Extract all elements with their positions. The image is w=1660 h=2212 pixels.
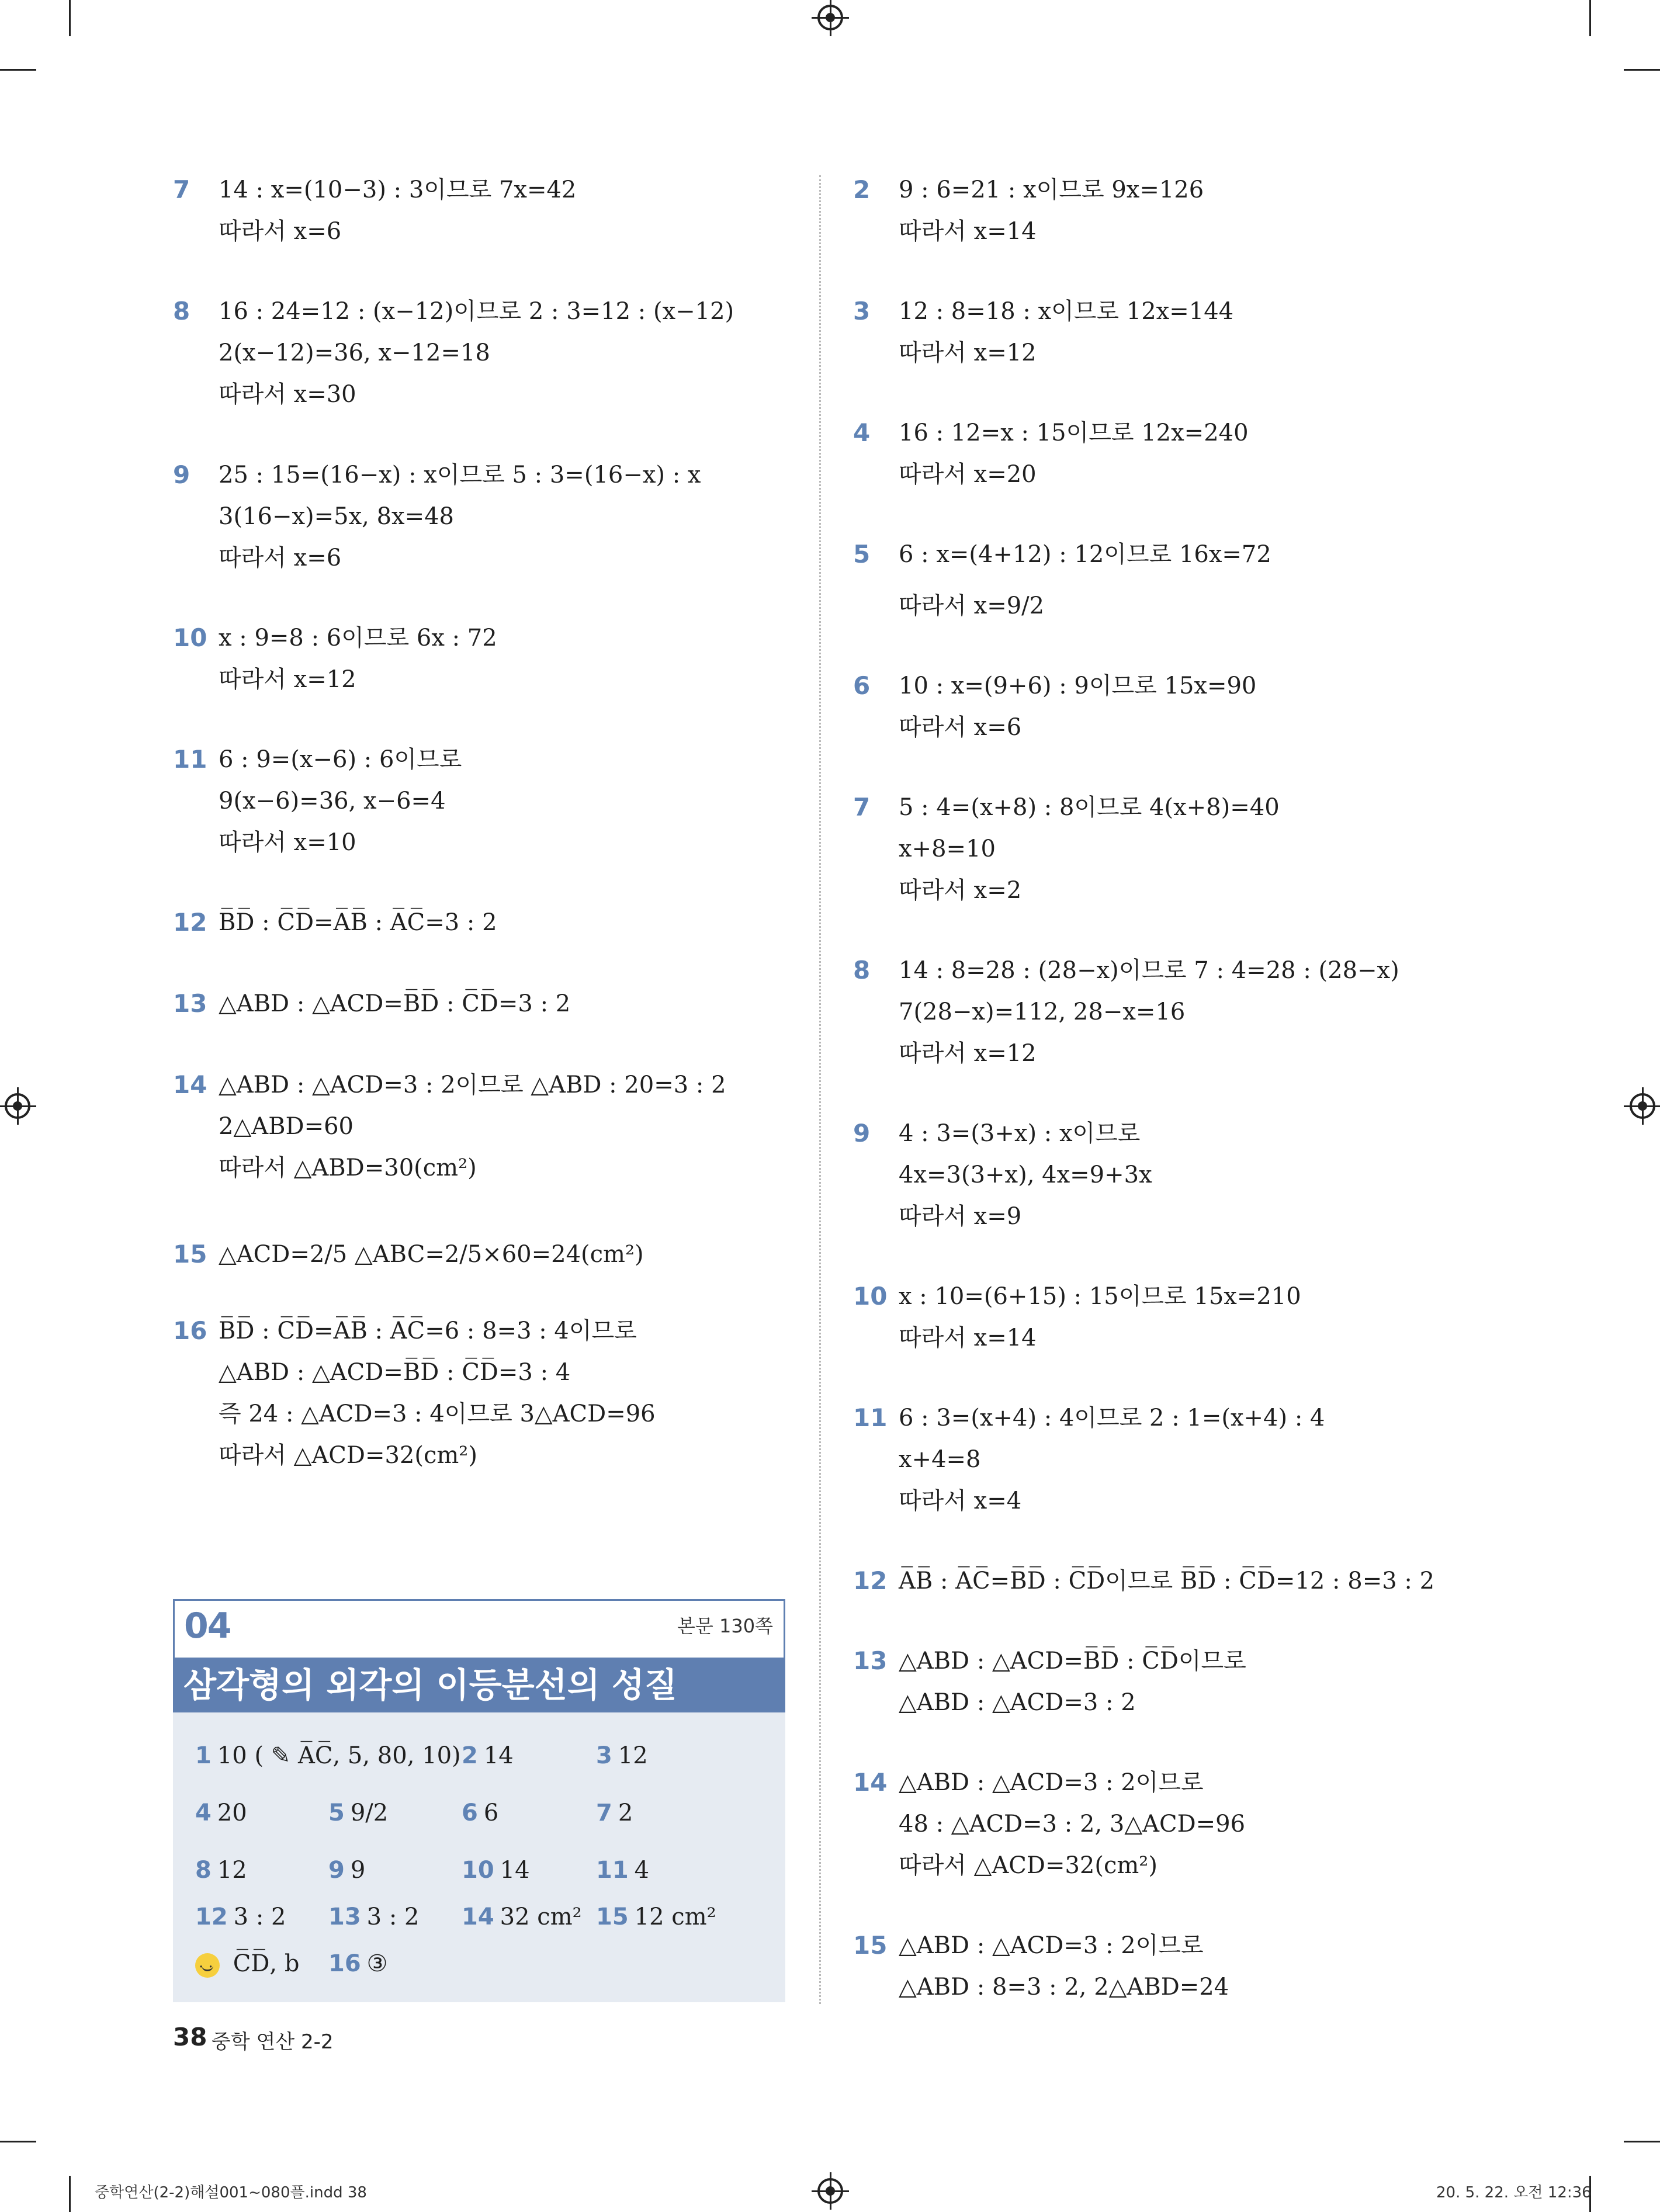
- solution-line: 14 : 8=28 : (28−x)이므로 7 : 4=28 : (28−x): [899, 957, 1399, 984]
- item-number: 13: [173, 989, 207, 1018]
- registration-mark-icon: [817, 2178, 843, 2204]
- item-number: 11: [853, 1403, 888, 1432]
- section-title: 삼각형의 외각의 이등분선의 성질: [173, 1658, 785, 1712]
- registration-mark-icon: [817, 5, 843, 30]
- answer-cell: [195, 1738, 461, 1773]
- answer-cell: [596, 1899, 716, 1934]
- solution-line: 6 : x=(4+12) : 12이므로 16x=72: [899, 541, 1271, 568]
- solution-item: [173, 739, 798, 864]
- section-header: [173, 1599, 785, 1658]
- answer-number: 4: [195, 1800, 212, 1826]
- solution-line: B̅D̅ : C̅D̅=A̅B̅ : A̅C̅=3 : 2: [219, 909, 497, 936]
- answer-value: 12: [217, 1857, 247, 1884]
- answer-number: 15: [596, 1904, 629, 1930]
- answer-number: 1: [195, 1742, 212, 1769]
- print-slug-datetime: 20. 5. 22. 오전 12:36: [1436, 2184, 1592, 2201]
- solution-item: [853, 534, 1490, 636]
- solution-item: [853, 1641, 1490, 1724]
- item-number: 10: [173, 623, 207, 652]
- solution-item: [853, 665, 1490, 748]
- solution-item: [173, 455, 798, 579]
- answer-value: 9/2: [350, 1800, 389, 1826]
- solution-line: △ACD=2/5 △ABC=2/5×60=24(cm²): [219, 1241, 644, 1268]
- answer-value: 10 ( ✎ A̅C̅, 5, 80, 10): [217, 1742, 461, 1769]
- solution-line: △ABD : △ACD=3 : 2이므로 △ABD : 20=3 : 2: [219, 1072, 726, 1098]
- item-number: 14: [853, 1768, 888, 1797]
- solution-line: 따라서 x=4: [899, 1488, 1022, 1514]
- answer-value: 3 : 2: [233, 1904, 286, 1930]
- solution-line: △ABD : △ACD=3 : 2: [899, 1689, 1136, 1716]
- solution-line: 따라서 x=20: [899, 461, 1037, 488]
- smiley-icon: [195, 1953, 220, 1978]
- answer-cell: [462, 1899, 582, 1934]
- solution-line: △ABD : △ACD=B̅D̅ : C̅D̅=3 : 4: [219, 1359, 571, 1386]
- answer-cell: [596, 1738, 648, 1773]
- item-number: 8: [853, 956, 871, 984]
- solution-line: 4 : 3=(3+x) : x이므로: [899, 1120, 1141, 1147]
- item-number: 13: [853, 1646, 888, 1675]
- answer-value: 4: [634, 1857, 650, 1884]
- answer-row: [195, 1899, 785, 1946]
- solution-line: x : 9=8 : 6이므로 6x : 72: [219, 625, 497, 651]
- answer-cell: [462, 1853, 530, 1888]
- answer-value: 2: [618, 1800, 633, 1826]
- section-answer-box: [173, 1599, 785, 2002]
- answer-cell: [328, 1946, 388, 1981]
- answer-number: 2: [462, 1742, 478, 1769]
- item-number: 8: [173, 297, 190, 325]
- solution-line: 3(16−x)=5x, 8x=48: [219, 503, 455, 530]
- solution-line: A̅B̅ : A̅C̅=B̅D̅ : C̅D̅이므로 B̅D̅ : C̅D̅=12 : 8=3 : 2: [899, 1568, 1435, 1594]
- solution-item: [173, 618, 798, 701]
- solution-line: 따라서 x=2: [899, 877, 1022, 904]
- solution-line: x+8=10: [899, 835, 996, 862]
- solution-item: [853, 1113, 1490, 1237]
- solution-line: 7(28−x)=112, 28−x=16: [899, 998, 1186, 1025]
- solution-line: △ABD : △ACD=3 : 2이므로: [899, 1769, 1204, 1796]
- item-number: 12: [173, 908, 207, 937]
- answer-value: 3 : 2: [366, 1904, 420, 1930]
- item-number: 16: [173, 1316, 207, 1345]
- solution-item: [173, 291, 798, 415]
- answer-cell: [328, 1899, 419, 1934]
- answer-cell: [195, 1946, 299, 1981]
- solution-item: [173, 169, 798, 252]
- solution-item: [853, 1398, 1490, 1522]
- item-number: 9: [853, 1119, 871, 1147]
- answer-value: 20: [217, 1800, 247, 1826]
- item-number: 15: [853, 1931, 888, 1960]
- answer-cell: [328, 1795, 388, 1830]
- answer-value: 14: [500, 1857, 530, 1884]
- solution-line: △ABD : △ACD=B̅D̅ : C̅D̅=3 : 2: [219, 990, 571, 1017]
- solution-line: 9 : 6=21 : x이므로 9x=126: [899, 176, 1204, 203]
- answer-value: 12: [618, 1742, 648, 1769]
- solution-line: 따라서 x=30: [219, 381, 356, 408]
- answer-grid: [173, 1712, 785, 2002]
- solution-item: [853, 169, 1490, 252]
- solution-item: [173, 983, 798, 1025]
- solution-line: △ABD : △ACD=3 : 2이므로: [899, 1932, 1204, 1959]
- answer-value: 32 cm²: [500, 1904, 582, 1930]
- solution-line: 따라서 x=12: [899, 1040, 1037, 1067]
- crop-mark: [69, 0, 71, 36]
- solution-item: [853, 412, 1490, 495]
- solution-item: [853, 1762, 1490, 1887]
- solution-line: 2(x−12)=36, x−12=18: [219, 339, 490, 366]
- solution-item: [853, 950, 1490, 1074]
- item-number: 10: [853, 1282, 888, 1310]
- answer-value: 14: [483, 1742, 514, 1769]
- solution-item: [853, 1561, 1490, 1602]
- answer-row: [195, 1738, 785, 1795]
- answer-value: 9: [350, 1857, 366, 1884]
- answer-row: [195, 1853, 785, 1899]
- answer-value: 12 cm²: [634, 1904, 716, 1930]
- section-number: 04: [184, 1606, 231, 1646]
- solution-line: 따라서 x=6: [219, 545, 342, 571]
- crop-mark: [69, 2176, 71, 2212]
- solution-line: 따라서 x=6: [219, 218, 342, 245]
- left-answer-column: [173, 169, 798, 1476]
- solution-line: 5 : 4=(x+8) : 8이므로 4(x+8)=40: [899, 794, 1280, 821]
- crop-mark: [1589, 0, 1591, 36]
- solution-line: 따라서 △ABD=30(cm²): [219, 1154, 477, 1181]
- answer-number: 6: [462, 1800, 478, 1826]
- solution-line: 6 : 3=(x+4) : 4이므로 2 : 1=(x+4) : 4: [899, 1405, 1325, 1431]
- solution-item: [173, 1310, 798, 1476]
- solution-line: △ABD : △ACD=B̅D̅ : C̅D̅이므로: [899, 1648, 1246, 1674]
- item-number: 9: [173, 460, 190, 489]
- solution-line: 즉 24 : △ACD=3 : 4이므로 3△ACD=96: [219, 1400, 656, 1427]
- solution-line: 따라서 x=9: [899, 1203, 1022, 1230]
- solution-line: 따라서 x=10: [219, 829, 356, 856]
- answer-value: ③: [366, 1950, 388, 1977]
- solution-line: 2△ABD=60: [219, 1113, 354, 1140]
- crop-mark: [0, 2141, 36, 2142]
- answer-number: 16: [328, 1950, 361, 1977]
- solution-item: [853, 1925, 1490, 2008]
- solution-line: B̅D̅ : C̅D̅=A̅B̅ : A̅C̅=6 : 8=3 : 4이므로: [219, 1318, 637, 1344]
- item-number: 7: [853, 793, 871, 821]
- item-number: 14: [173, 1070, 207, 1099]
- item-number: 11: [173, 745, 207, 774]
- item-number: 2: [853, 175, 871, 204]
- solution-line: 6 : 9=(x−6) : 6이므로: [219, 746, 462, 773]
- answer-number: 10: [462, 1857, 494, 1884]
- answer-cell: [462, 1738, 514, 1773]
- answer-cell: [596, 1795, 633, 1830]
- solution-item: [173, 902, 798, 944]
- solution-line: 따라서 △ACD=32(cm²): [219, 1442, 477, 1469]
- solution-line: 따라서 x=12: [899, 339, 1037, 366]
- solution-line: 16 : 12=x : 15이므로 12x=240: [899, 419, 1249, 446]
- answer-row: [195, 1946, 785, 1993]
- answer-number: 12: [195, 1904, 228, 1930]
- print-slug-filename: 중학연산(2-2)해설001~080플.indd 38: [95, 2184, 367, 2201]
- solution-line: x : 10=(6+15) : 15이므로 15x=210: [899, 1283, 1301, 1310]
- solution-line: x+4=8: [899, 1446, 981, 1473]
- page-number: 38: [173, 2023, 207, 2051]
- solution-line: 10 : x=(9+6) : 9이므로 15x=90: [899, 672, 1257, 699]
- item-number: 7: [173, 175, 190, 204]
- answer-number: 9: [328, 1857, 345, 1884]
- item-number: 6: [853, 671, 871, 700]
- solution-line: 12 : 8=18 : x이므로 12x=144: [899, 298, 1234, 325]
- right-answer-column: [853, 169, 1490, 2008]
- crop-mark: [1624, 69, 1660, 71]
- solution-item: [853, 1276, 1490, 1359]
- answer-number: 13: [328, 1904, 361, 1930]
- solution-line: 9(x−6)=36, x−6=4: [219, 788, 446, 814]
- solution-line: 25 : 15=(16−x) : x이므로 5 : 3=(16−x) : x: [219, 462, 701, 488]
- answer-number: 7: [596, 1800, 612, 1826]
- book-title: 중학 연산 2-2: [212, 2030, 334, 2054]
- answer-number: 11: [596, 1857, 629, 1884]
- answer-cell: [195, 1853, 247, 1888]
- solution-line: 14 : x=(10−3) : 3이므로 7x=42: [219, 176, 577, 203]
- column-divider: [819, 175, 821, 2004]
- solution-line: 48 : △ACD=3 : 2, 3△ACD=96: [899, 1811, 1246, 1837]
- answer-number: 8: [195, 1857, 212, 1884]
- solution-line: 16 : 24=12 : (x−12)이므로 2 : 3=12 : (x−12): [219, 298, 734, 325]
- solution-line: 따라서 x=12: [219, 666, 356, 693]
- item-number: 5: [853, 540, 871, 568]
- crop-mark: [0, 69, 36, 71]
- answer-number: 5: [328, 1800, 345, 1826]
- answer-number: 3: [596, 1742, 612, 1769]
- item-number: 15: [173, 1240, 207, 1268]
- registration-mark-icon: [1630, 1093, 1655, 1119]
- solution-line: 따라서 x=9/2: [899, 592, 1045, 619]
- answer-cell: [462, 1795, 498, 1830]
- answer-value: C̅D̅, b: [233, 1950, 300, 1977]
- solution-item: [173, 1065, 798, 1189]
- crop-mark: [1624, 2141, 1660, 2142]
- item-number: 4: [853, 418, 871, 447]
- answer-row: [195, 1795, 785, 1853]
- item-number: 3: [853, 297, 871, 325]
- answer-number: 14: [462, 1904, 494, 1930]
- solution-line: 4x=3(3+x), 4x=9+3x: [899, 1162, 1152, 1188]
- solution-line: 따라서 △ACD=32(cm²): [899, 1852, 1158, 1879]
- answer-cell: [195, 1795, 247, 1830]
- page-reference: 본문 130쪽: [677, 1615, 773, 1637]
- answer-cell: [596, 1853, 649, 1888]
- solution-item: [853, 291, 1490, 374]
- solution-line: 따라서 x=6: [899, 714, 1022, 741]
- solution-line: 따라서 x=14: [899, 1325, 1037, 1351]
- solution-line: 따라서 x=14: [899, 218, 1037, 245]
- answer-cell: [195, 1899, 286, 1934]
- answer-value: 6: [483, 1800, 499, 1826]
- solution-item: [853, 787, 1490, 911]
- item-number: 12: [853, 1566, 888, 1595]
- solution-item: [173, 1224, 798, 1285]
- solution-line: △ABD : 8=3 : 2, 2△ABD=24: [899, 1974, 1229, 2000]
- registration-mark-icon: [5, 1093, 30, 1119]
- answer-cell: [328, 1853, 365, 1888]
